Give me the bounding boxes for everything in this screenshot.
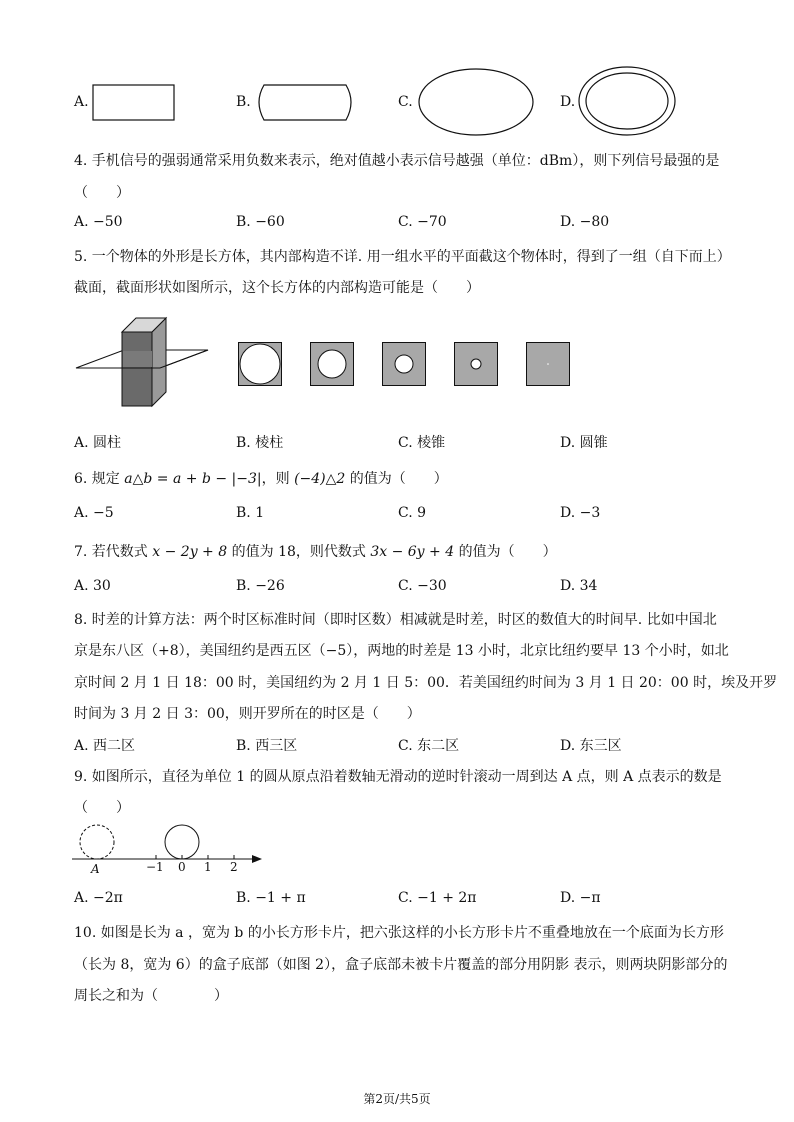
- q8-option-d: D. 东三区: [560, 738, 622, 754]
- q3-option-b-label: B.: [236, 94, 251, 110]
- q7-option-d: D. 34: [560, 578, 598, 594]
- q6-prefix: 6. 规定: [74, 471, 125, 487]
- q8-option-a: A. 西二区: [74, 738, 136, 754]
- q9-stem: 9. 如图所示，直径为单位 1 的圆从原点沿着数轴无滑动的逆时针滚动一周到达 A 点，则 A 点表示的数是: [74, 769, 722, 785]
- q8-line-4: 时间为 3 月 2 日 3：00，则开罗所在的时区是（ ）: [74, 706, 421, 722]
- q8-line-1: 8. 时差的计算方法：两个时区标准时间（即时区数）相减就是时差，时区的数值大的时间早. 比如中国北: [74, 612, 717, 628]
- q5-cross-section-2: [310, 342, 354, 386]
- q5-stem-line-2: 截面，截面形状如图所示，这个长方体的内部构造可能是（ ）: [74, 280, 480, 296]
- q3-option-c-label: C.: [398, 94, 413, 110]
- q5-cuboid-with-plane-figure: [76, 314, 210, 408]
- q4-stem: 4. 手机信号的强弱通常采用负数来表示，绝对值越小表示信号越强（单位：dBm），则下列信号最强的是: [74, 153, 720, 169]
- q3-option-a-label: A.: [74, 94, 89, 110]
- q7-mid: 的值为: [227, 544, 279, 560]
- q9-axis-label-1: 1: [204, 860, 212, 874]
- q5-cross-section-4: [454, 342, 498, 386]
- q10-line-1: 10. 如图是长为 a ，宽为 b 的小长方形卡片，把六张这样的小长方形卡片不重叠地放在一个底面为长方形: [74, 925, 724, 941]
- q7-mid-2: ，则代数式: [295, 544, 371, 560]
- q6-mid: ，则: [261, 471, 295, 487]
- q4-paren: （ ）: [74, 185, 130, 201]
- q7-value: 18: [278, 544, 296, 560]
- q9-axis-label-0: 0: [178, 860, 186, 874]
- q7-stem: [74, 541, 557, 561]
- q8-option-b: B. 西三区: [236, 738, 298, 754]
- q9-paren: （ ）: [74, 800, 130, 816]
- q7-suffix: 的值为（ ）: [454, 544, 557, 560]
- q9-axis-label-minus-1: −1: [146, 860, 164, 874]
- q9-option-b: B. −1 + π: [236, 890, 306, 906]
- q6-option-d: D. −3: [560, 505, 601, 521]
- q8-line-3: 京时间 2 月 1 日 18：00 时，美国纽约为 2 月 1 日 5：00．若美国纽约时间为 3 月 1 日 20：00 时，埃及开罗: [74, 675, 778, 691]
- q5-cross-section-3: [382, 342, 426, 386]
- q3-option-b-rounded-shape: [256, 84, 356, 122]
- q3-option-d-label: D.: [560, 94, 576, 110]
- q10-line-2: （长为 8，宽为 6）的盒子底部（如图 2），盒子底部未被卡片覆盖的部分用阴影 表示，则两块阴影部分的: [74, 957, 728, 973]
- q9-number-line-figure: [70, 820, 270, 880]
- q4-option-a: A. −50: [74, 214, 123, 230]
- q6-option-c: C. 9: [398, 505, 427, 521]
- q4-option-d: D. −80: [560, 214, 610, 230]
- q7-option-c: C. −30: [398, 578, 447, 594]
- q4-option-c: C. −70: [398, 214, 447, 230]
- q6-option-a: A. −5: [74, 505, 114, 521]
- q6-rule: a△b = a + b − |−3|: [124, 471, 262, 487]
- q5-cross-section-5: [526, 342, 570, 386]
- q6-expression: (−4)△2: [294, 471, 346, 487]
- q9-axis-label-2: 2: [230, 860, 238, 874]
- q5-option-b: B. 棱柱: [236, 435, 284, 451]
- q5-stem-line-1: 5. 一个物体的外形是长方体，其内部构造不详. 用一组水平的平面截这个物体时，得到了一组（自下而上）: [74, 249, 731, 265]
- q7-expression-2: 3x − 6y + 4: [370, 544, 455, 560]
- q8-line-2: 京是东八区（+8），美国纽约是西五区（−5），两地的时差是 13 小时，北京比纽约要早 13 个小时，如北: [74, 643, 729, 659]
- q6-option-b: B. 1: [236, 505, 265, 521]
- q6-suffix: 的值为（ ）: [345, 471, 448, 487]
- q9-axis-label-a: A: [91, 862, 100, 876]
- q5-cross-section-1: [238, 342, 282, 386]
- q3-option-a-rectangle: [92, 84, 176, 122]
- q5-option-c: C. 棱锥: [398, 435, 446, 451]
- q7-option-b: B. −26: [236, 578, 285, 594]
- q7-prefix: 7. 若代数式: [74, 544, 153, 560]
- q7-expression-1: x − 2y + 8: [152, 544, 228, 560]
- q8-option-c: C. 东二区: [398, 738, 460, 754]
- q9-option-a: A. −2π: [74, 890, 123, 906]
- q4-option-b: B. −60: [236, 214, 285, 230]
- q3-option-d-double-ellipse: [578, 66, 676, 136]
- q3-option-c-ellipse: [418, 68, 534, 136]
- q9-option-c: C. −1 + 2π: [398, 890, 477, 906]
- page-footer: 第2页/共5页: [363, 1092, 431, 1106]
- q5-option-a: A. 圆柱: [74, 435, 122, 451]
- q7-option-a: A. 30: [74, 578, 111, 594]
- q5-option-d: D. 圆锥: [560, 435, 608, 451]
- q9-option-d: D. −π: [560, 890, 601, 906]
- q6-stem: [74, 468, 448, 488]
- q10-line-3: 周长之和为（ ）: [74, 988, 228, 1004]
